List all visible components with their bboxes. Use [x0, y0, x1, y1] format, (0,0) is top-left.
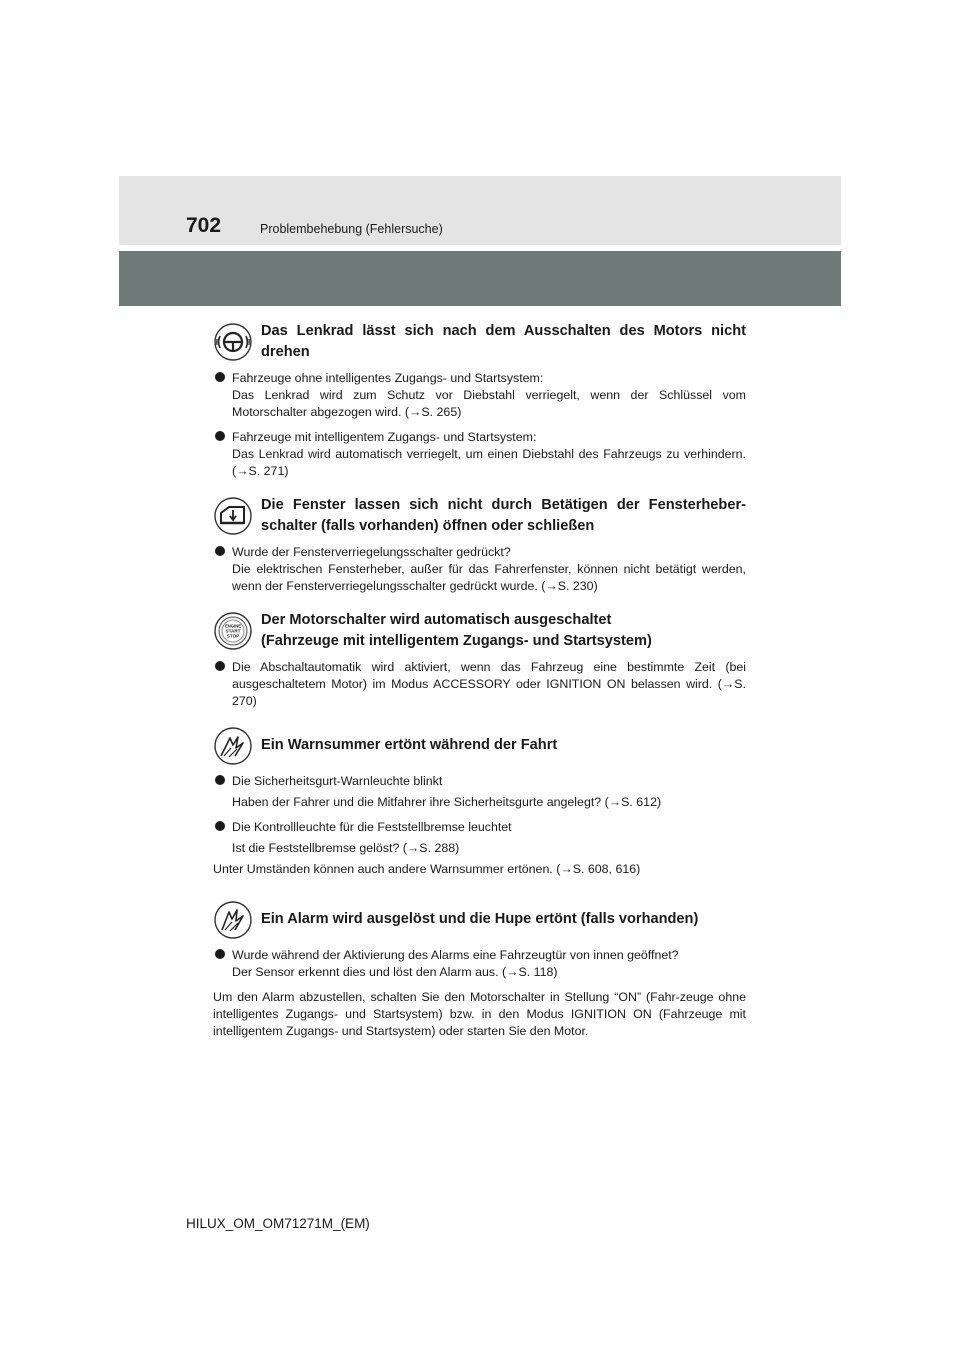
item-title: Wurde der Fensterverriegelungsschalter gedrückt? [232, 545, 511, 559]
item-text: Die elektrischen Fensterheber, außer für das Fahrerfenster, können nicht betätigt werden, wenn der Fensterverriegelungsschalter gedrückt wurde. (→S. 230) [232, 562, 746, 593]
section-auto-power-off [213, 607, 746, 710]
list-item [213, 659, 746, 710]
section-head [213, 722, 746, 766]
bullet-icon [213, 821, 226, 834]
steering-lock-icon [213, 322, 253, 362]
list-item [213, 370, 746, 421]
section-warning-buzzer [213, 722, 746, 878]
item-text: Das Lenkrad wird zum Schutz vor Diebstahl verriegelt, wenn der Schlüssel vom Motorschalter abgezogen wird. (→S. 265) [232, 388, 746, 419]
buzzer-icon [213, 726, 253, 766]
item-title: Fahrzeuge mit intelligentem Zugangs- und Startsystem: [232, 430, 537, 444]
window-switch-icon [213, 496, 253, 536]
section-head [213, 896, 746, 940]
section-head [213, 607, 746, 652]
section-alarm [213, 896, 746, 1040]
content [213, 318, 746, 1052]
item-title: Die Kontrollleuchte für die Feststellbremse leuchtet [232, 820, 512, 834]
icon-text-stop: STOP [226, 633, 240, 639]
list-item [213, 819, 746, 857]
note-text: Unter Umständen können auch andere Warnsummer ertönen. (→S. 608, 616) [213, 862, 641, 876]
item-text: Ist die Feststellbremse gelöst? (→S. 288) [232, 841, 460, 855]
bullet-icon [213, 372, 226, 385]
header-band [119, 176, 841, 245]
item-title: Die Sicherheitsgurt-Warnleuchte blinkt [232, 774, 443, 788]
bullet-icon [213, 661, 226, 674]
bullet-icon [213, 949, 226, 962]
item-text: Haben der Fahrer und die Mitfahrer ihre Sicherheitsgurte angelegt? (→S. 612) [232, 795, 662, 809]
list-item [213, 429, 746, 480]
note-text: Um den Alarm abzustellen, schalten Sie den Motorschalter in Stellung “ON” (Fahr-zeuge ohne intelligentes Zugangs- und Startsystem) bzw. in den Modus IGNITION ON (Fahrzeuge mit intelligentem Zugangs- und Startsystem) oder starten Sie den Motor. [213, 990, 746, 1038]
section-title: Problembehebung (Fehlersuche) [260, 222, 443, 236]
engine-start-stop-icon [213, 611, 253, 651]
icon-text-engine: ENGINE [224, 623, 242, 629]
section-steering-lock [213, 318, 746, 480]
section-power-windows [213, 492, 746, 595]
list-item [213, 773, 746, 811]
alarm-icon [213, 900, 253, 940]
section-heading: Ein Warnsummer ertönt während der Fahrt [261, 737, 558, 753]
section-heading [261, 607, 652, 652]
section-heading: Das Lenkrad lässt sich nach dem Ausschalten des Motors nicht drehen [261, 323, 746, 360]
icon-text-start: START [225, 628, 241, 634]
list-item [213, 544, 746, 595]
section-heading-line: Der Motorschalter wird automatisch ausgeschaltet [261, 612, 612, 628]
section-head [213, 318, 746, 363]
bullet-icon [213, 775, 226, 788]
bullet-icon [213, 546, 226, 559]
section-heading: Ein Alarm wird ausgelöst und die Hupe ertönt (falls vorhanden) [261, 911, 699, 927]
list-item [213, 947, 746, 981]
item-title: Wurde während der Aktivierung des Alarms eine Fahrzeugtür von innen geöffnet? [232, 948, 679, 962]
item-title: Fahrzeuge ohne intelligentes Zugangs- und Startsystem: [232, 371, 544, 385]
page-number: 702 [186, 214, 222, 237]
chapter-band [119, 251, 841, 306]
section-head [213, 492, 746, 537]
document-id: HILUX_OM_OM71271M_(EM) [186, 1216, 370, 1231]
section-heading-line: (Fahrzeuge mit intelligentem Zugangs- und Startsystem) [261, 633, 652, 649]
item-text: Der Sensor erkennt dies und löst den Alarm aus. (→S. 118) [232, 965, 558, 979]
section-heading: Die Fenster lassen sich nicht durch Betätigen der Fensterheber-schalter (falls vorhanden) öffnen oder schließen [261, 497, 746, 534]
item-text: Die Abschaltautomatik wird aktiviert, wenn das Fahrzeug eine bestimmte Zeit (bei ausgeschaltetem Motor) im Modus ACCESSORY oder IGNITION ON belassen wird. (→S. 270) [232, 660, 746, 708]
bullet-icon [213, 431, 226, 444]
item-text: Das Lenkrad wird automatisch verriegelt, um einen Diebstahl des Fahrzeugs zu verhindern. (→S. 271) [232, 447, 746, 478]
